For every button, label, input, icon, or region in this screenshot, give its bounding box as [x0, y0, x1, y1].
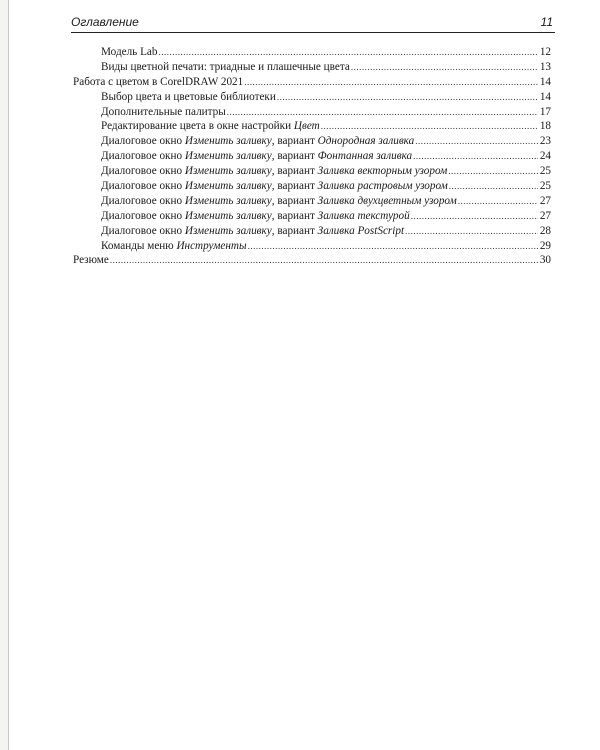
toc-page-number: 25 [539, 180, 551, 193]
toc-leader-dots [244, 75, 538, 90]
toc-leader-dots [110, 253, 538, 268]
toc-leader-dots [248, 239, 538, 254]
toc-title-part: Диалоговое окно [101, 180, 185, 193]
toc-entry-title [101, 224, 404, 239]
toc-title-part: , вариант [271, 150, 318, 163]
toc-leader-dots [158, 45, 538, 60]
toc-title-part: Редактирование цвета в окне настройки [101, 120, 294, 133]
toc-page-number: 24 [539, 150, 551, 163]
toc-entry-title [101, 149, 412, 164]
toc-entry [73, 239, 551, 254]
running-header [71, 14, 555, 33]
toc-page-number: 18 [539, 120, 551, 133]
toc-leader-dots [405, 224, 538, 239]
toc-leader-dots [413, 149, 538, 164]
toc-title-part: Резюме [73, 254, 109, 267]
toc-title-part: Диалоговое окно [101, 224, 185, 237]
toc-title-part: Диалоговое окно [101, 194, 185, 207]
toc-title-part: , вариант [271, 209, 318, 222]
toc-entry [73, 75, 551, 90]
toc-entry [73, 105, 551, 120]
toc-entry-title [101, 45, 157, 60]
toc-page-number: 14 [539, 75, 551, 88]
toc-entry-title [73, 253, 109, 268]
toc-title-italic-part: Изменить заливку [184, 224, 272, 237]
toc-title-part: Диалоговое окно [101, 165, 185, 178]
toc-leader-dots [458, 194, 538, 209]
toc-page-number: 12 [539, 46, 551, 58]
toc-title-part: , вариант [271, 224, 318, 237]
toc-title-italic-part: Инструменты [176, 239, 247, 252]
toc-entry [73, 179, 551, 194]
toc-leader-dots [351, 60, 538, 75]
toc-entry [73, 134, 551, 149]
toc-title-italic-part: Заливка векторным узором [317, 165, 448, 178]
toc-page-number: 13 [539, 60, 551, 73]
toc-entry-title [101, 194, 457, 209]
toc-leader-dots [277, 90, 538, 105]
toc-entry [73, 253, 551, 268]
toc-title-part: , вариант [271, 165, 318, 178]
toc-title-italic-part: Изменить заливку [184, 209, 272, 222]
toc-title-part: Модель Lab [101, 46, 158, 58]
toc-title-italic-part: Однородная заливка [317, 135, 415, 148]
toc-leader-dots [321, 119, 538, 134]
toc-entry-title [101, 119, 320, 134]
toc-entry [73, 149, 551, 164]
toc-title-italic-part: Изменить заливку [184, 135, 272, 148]
toc-entry [73, 119, 551, 134]
toc-entry-title [101, 164, 447, 179]
toc-entry [73, 60, 551, 75]
toc-page-number: 28 [539, 224, 551, 237]
toc-entry [73, 90, 551, 105]
toc-title-italic-part: Изменить заливку [184, 150, 272, 163]
toc-title-part: Дополнительные палитры [101, 105, 226, 118]
toc-title-italic-part: Изменить заливку [184, 165, 272, 178]
toc-leader-dots [227, 105, 538, 120]
toc-title-italic-part: Заливка PostScript [317, 224, 405, 237]
toc-title-part: , вариант [271, 135, 318, 148]
toc-title-italic-part: Цвет [293, 120, 320, 133]
document-page [8, 0, 600, 750]
toc-title-italic-part: Заливка текстурой [317, 209, 410, 222]
toc-entry-title [101, 60, 350, 75]
toc-title-part: Команды меню [101, 239, 177, 252]
toc-title-italic-part: Изменить заливку [184, 194, 272, 207]
toc-leader-dots [448, 164, 538, 179]
table-of-contents [73, 45, 551, 268]
toc-title-italic-part: Изменить заливку [184, 180, 272, 193]
toc-page-number: 23 [539, 135, 551, 148]
toc-title-part: , вариант [271, 180, 318, 193]
toc-leader-dots [411, 209, 538, 224]
toc-title-part: Виды цветной печати: триадные и плашечные цвета [101, 60, 350, 73]
header-page-number: 11 [540, 15, 553, 29]
toc-entry-title [101, 209, 410, 224]
toc-entry-title [101, 179, 448, 194]
toc-page-number: 27 [539, 194, 551, 207]
toc-title-part: Работа с цветом в CorelDRAW 2021 [73, 75, 244, 88]
toc-page-number: 25 [539, 165, 551, 178]
toc-entry [73, 209, 551, 224]
toc-entry-title [73, 75, 243, 90]
toc-title-part: Диалоговое окно [101, 135, 185, 148]
toc-title-part: , вариант [271, 194, 318, 207]
toc-page-number: 27 [539, 209, 551, 222]
toc-title-italic-part: Фонтанная заливка [317, 150, 413, 163]
toc-entry-title [101, 134, 414, 149]
toc-leader-dots [415, 134, 538, 149]
toc-entry-title [101, 90, 276, 105]
toc-page-number: 29 [539, 239, 551, 252]
header-title: Оглавление [71, 15, 139, 29]
toc-page-number: 30 [539, 254, 551, 267]
toc-title-part: Диалоговое окно [101, 150, 185, 163]
toc-entry-title [101, 239, 247, 254]
toc-title-part: Диалоговое окно [101, 209, 185, 222]
toc-entry [73, 194, 551, 209]
toc-entry [73, 224, 551, 239]
toc-entry [73, 164, 551, 179]
toc-title-part: Выбор цвета и цветовые библиотеки [101, 90, 276, 103]
toc-page-number: 14 [539, 90, 551, 103]
toc-title-italic-part: Заливка растровым узором [317, 180, 448, 193]
toc-title-italic-part: Заливка двухцветным узором [317, 194, 457, 207]
toc-entry-title [101, 105, 226, 120]
toc-page-number: 17 [539, 105, 551, 118]
toc-leader-dots [449, 179, 538, 194]
toc-entry [73, 45, 551, 60]
